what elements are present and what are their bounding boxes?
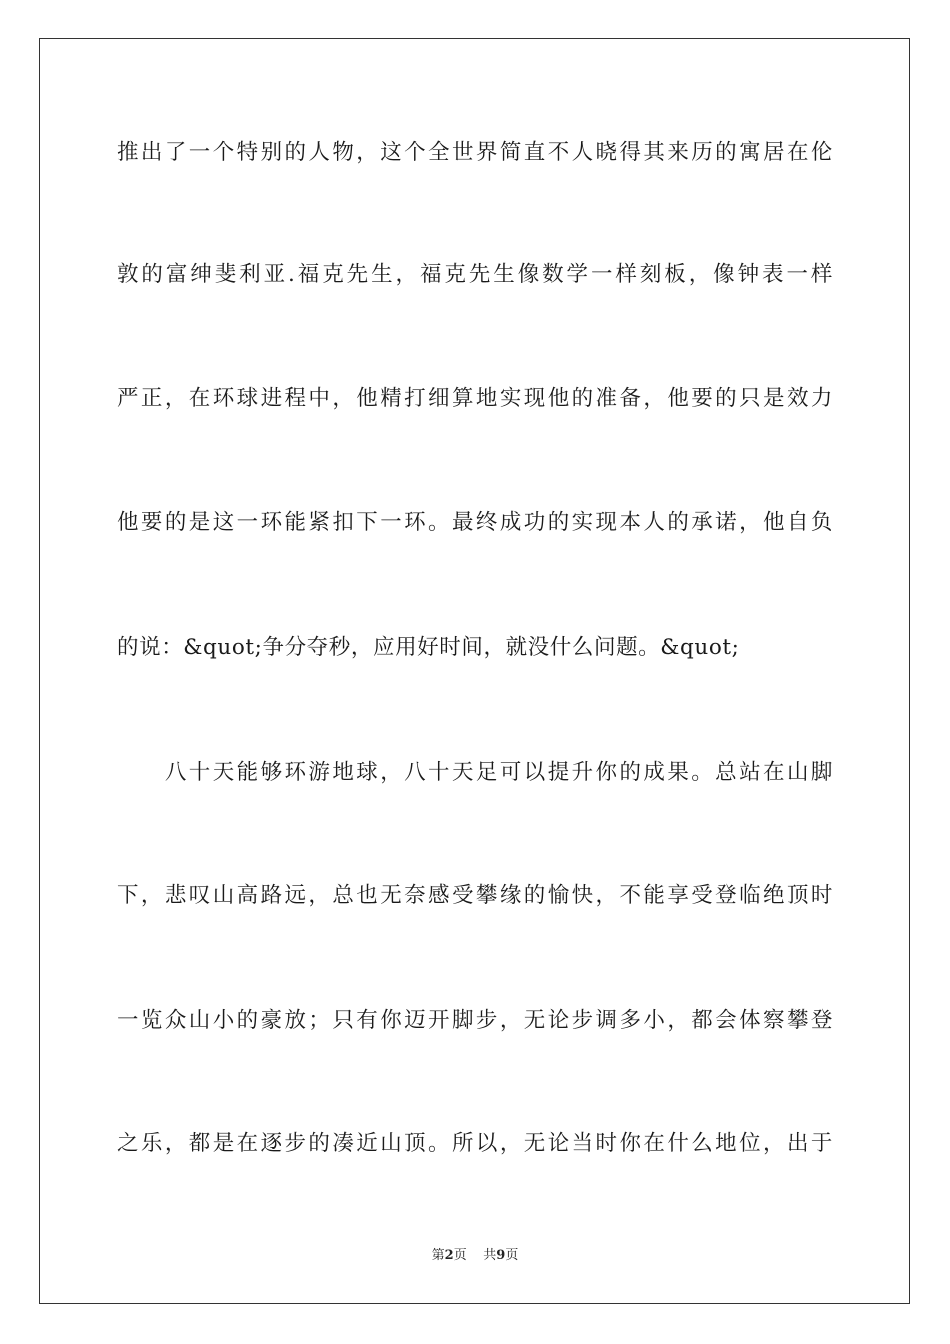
- body-text-line-5: 的说：&quot;争分夺秒，应用好时间，就没什么问题。&quot;: [117, 635, 740, 660]
- body-text-line-3: 严正，在环球进程中，他精打细算地实现他的准备，他要的只是效力: [117, 386, 833, 411]
- body-text-line-9: 之乐，都是在逐步的凑近山顶。所以，无论当时你在什么地位，出于: [117, 1131, 833, 1156]
- page-number: 2: [444, 1248, 454, 1263]
- body-text-line-7: 下，悲叹山高路远，总也无奈感受攀缘的愉快，不能享受登临绝顶时: [117, 883, 833, 908]
- total-unit: 页: [505, 1248, 519, 1263]
- total-prefix: 共: [483, 1248, 497, 1263]
- page-footer: [0, 1247, 950, 1265]
- body-text-line-2: 敦的富绅斐利亚.福克先生，福克先生像数学一样刻板，像钟表一样: [117, 262, 833, 287]
- body-text-line-6: 八十天能够环游地球，八十天足可以提升你的成果。总站在山脚: [117, 760, 833, 785]
- page-border: [39, 38, 910, 1304]
- page-unit: 页: [453, 1248, 467, 1263]
- body-text-line-1: 推出了一个特别的人物，这个全世界简直不人晓得其来历的寓居在伦: [117, 140, 833, 165]
- total-pages: 9: [496, 1248, 506, 1263]
- page-prefix: 第: [431, 1248, 445, 1263]
- body-text-line-4: 他要的是这一环能紧扣下一环。最终成功的实现本人的承诺，他自负: [117, 510, 833, 535]
- body-text-line-8: 一览众山小的豪放；只有你迈开脚步，无论步调多小，都会体察攀登: [117, 1008, 833, 1033]
